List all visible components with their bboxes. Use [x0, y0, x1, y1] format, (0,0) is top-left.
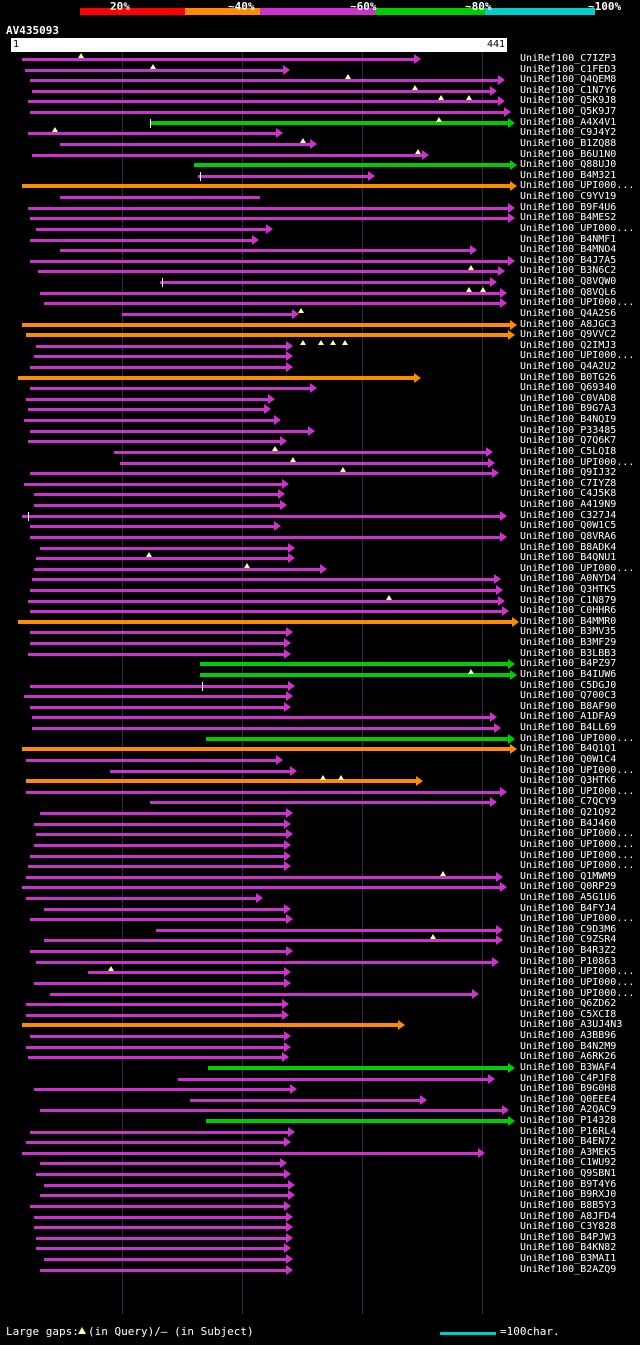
alignment-bar[interactable]: [26, 1014, 282, 1017]
gap-in-query-marker: [412, 85, 418, 90]
alignment-bar[interactable]: [40, 1109, 502, 1112]
alignment-bar[interactable]: [34, 844, 284, 847]
gap-in-query-marker: [466, 287, 472, 292]
gap-in-query-marker: [150, 64, 156, 69]
subject-id-label[interactable]: UniRef100_B8AF90: [520, 700, 617, 712]
subject-id-label[interactable]: UniRef100_C3Y828: [520, 1221, 617, 1233]
strand-arrow-icon: [286, 1265, 293, 1275]
subject-id-label[interactable]: UniRef100_UPI000...: [520, 838, 635, 850]
subject-id-label[interactable]: UniRef100_A6RK26: [520, 1051, 617, 1063]
alignment-bar[interactable]: [110, 770, 290, 773]
alignment-bar[interactable]: [150, 801, 490, 804]
identity-legend: [0, 0, 640, 22]
alignment-bar[interactable]: [28, 207, 508, 210]
subject-id-label[interactable]: UniRef100_Q2IMJ3: [520, 339, 617, 351]
gap-in-query-marker: [320, 775, 326, 780]
subject-id-label[interactable]: UniRef100_B4FYJ4: [520, 902, 617, 914]
alignment-bar[interactable]: [40, 292, 500, 295]
subject-id-label[interactable]: UniRef100_Q8VRA6: [520, 530, 617, 542]
subject-id-label[interactable]: UniRef100_A419N9: [520, 499, 617, 511]
subject-id-label[interactable]: UniRef100_B0TG26: [520, 371, 617, 383]
alignment-bar[interactable]: [26, 791, 500, 794]
subject-id-label[interactable]: UniRef100_A2QAC9: [520, 1104, 617, 1116]
alignment-bar[interactable]: [60, 143, 310, 146]
subject-id-label[interactable]: UniRef100_Q9SBN1: [520, 1168, 617, 1180]
subject-id-label[interactable]: UniRef100_B4IUW6: [520, 668, 617, 680]
subject-id-label[interactable]: UniRef100_B4NMF1: [520, 233, 617, 245]
legend-label-4: ~100%: [588, 0, 622, 13]
subject-id-label[interactable]: UniRef100_UPI000...: [520, 732, 635, 744]
alignment-bar[interactable]: [32, 578, 494, 581]
alignment-bar[interactable]: [30, 589, 496, 592]
subject-id-label[interactable]: UniRef100_B4KN82: [520, 1242, 617, 1254]
subject-id-label[interactable]: UniRef100_Q0W1C4: [520, 753, 617, 765]
alignment-bar[interactable]: [28, 600, 498, 603]
subject-id-label[interactable]: UniRef100_UPI000...: [520, 785, 635, 797]
gap-in-query-marker: [272, 446, 278, 451]
alignment-bar[interactable]: [30, 855, 284, 858]
subject-id-label[interactable]: UniRef100_P14328: [520, 1115, 617, 1126]
query-id-label: AV435093: [6, 24, 59, 37]
alignment-bar[interactable]: [26, 398, 268, 401]
alignment-bar[interactable]: [30, 1205, 284, 1208]
gap-in-query-marker: [342, 340, 348, 345]
alignment-bar[interactable]: [30, 950, 286, 953]
subject-id-label[interactable]: UniRef100_Q5K9J8: [520, 95, 617, 107]
gap-in-query-marker: [480, 287, 486, 292]
alignment-bar[interactable]: [22, 1152, 478, 1155]
subject-id-label[interactable]: UniRef100_B3LBB3: [520, 647, 617, 659]
subject-id-label[interactable]: UniRef100_Q6ZD62: [520, 998, 617, 1010]
gap-in-query-marker: [318, 340, 324, 345]
alignment-bar[interactable]: [26, 1003, 282, 1006]
gap-in-query-marker: [466, 95, 472, 100]
alignment-bar[interactable]: [44, 302, 500, 305]
alignment-bar[interactable]: [60, 249, 470, 252]
alignment-bar[interactable]: [18, 620, 512, 624]
gap-in-query-marker: [440, 871, 446, 876]
subject-id-label[interactable]: UniRef100_B8ADK4: [520, 541, 617, 553]
subject-id-label[interactable]: UniRef100_B2AZQ9: [520, 1263, 617, 1275]
gap-in-query-marker: [244, 563, 250, 568]
subject-id-label[interactable]: UniRef100_B4LL69: [520, 722, 617, 734]
subject-id-label[interactable]: UniRef100_B3WAF4: [520, 1061, 617, 1073]
subject-id-label[interactable]: UniRef100_Q0W1C5: [520, 520, 617, 532]
alignment-bar[interactable]: [34, 823, 284, 826]
subject-id-label[interactable]: UniRef100_B1ZQ88: [520, 137, 617, 149]
subject-id-label[interactable]: UniRef100_Q8VQL6: [520, 286, 617, 298]
alignment-bar[interactable]: [190, 1099, 420, 1102]
subject-id-label[interactable]: UniRef100_B9G7A3: [520, 403, 617, 415]
subject-id-label[interactable]: UniRef100_Q7Q6K7: [520, 435, 617, 447]
alignment-bar[interactable]: [208, 1066, 508, 1070]
legend-segment-0: [80, 8, 185, 15]
alignment-bar[interactable]: [36, 1237, 286, 1240]
subject-id-label[interactable]: UniRef100_B4J7A5: [520, 254, 617, 266]
gap-in-query-marker: [78, 53, 84, 58]
alignment-bar[interactable]: [26, 1046, 284, 1049]
gap-in-query-marker: [146, 552, 152, 557]
alignment-bar[interactable]: [30, 366, 286, 369]
legend-segment-4: [485, 8, 595, 15]
subject-id-label[interactable]: UniRef100_Q700C3: [520, 690, 617, 702]
subject-id-label[interactable]: UniRef100_B3N6C2: [520, 265, 617, 277]
gap-in-query-marker: [330, 340, 336, 345]
gap-in-query-marker: [290, 457, 296, 462]
subject-id-label[interactable]: UniRef100_B4Q1Q1: [520, 743, 617, 755]
gap-in-query-marker: [300, 340, 306, 345]
alignment-bar[interactable]: [50, 993, 472, 996]
subject-id-label[interactable]: UniRef100_A5G1U6: [520, 891, 617, 903]
subject-id-label[interactable]: UniRef100_B4PZ97: [520, 658, 617, 670]
alignment-bar[interactable]: [30, 706, 284, 709]
subject-id-label[interactable]: UniRef100_UPI000...: [520, 350, 635, 362]
gap-in-query-marker: [338, 775, 344, 780]
alignment-bar[interactable]: [18, 376, 414, 380]
subject-id-label[interactable]: UniRef100_UPI000...: [520, 976, 635, 988]
subject-id-label[interactable]: UniRef100_Q5K9J7: [520, 106, 617, 118]
subject-id-label[interactable]: UniRef100_B4MMR0: [520, 615, 617, 627]
subject-id-label[interactable]: UniRef100_B9F4U6: [520, 201, 617, 213]
subject-id-label[interactable]: UniRef100_C327J4: [520, 509, 617, 521]
subject-id-label[interactable]: UniRef100_A0NYD4: [520, 573, 617, 585]
subject-id-label[interactable]: UniRef100_Q0RP29: [520, 881, 617, 893]
subject-id-label[interactable]: UniRef100_C1FED3: [520, 63, 617, 75]
alignment-bar[interactable]: [40, 547, 288, 550]
alignment-bar[interactable]: [28, 865, 284, 868]
gap-in-query-marker: [438, 95, 444, 100]
subject-id-label[interactable]: UniRef100_B4EN72: [520, 1136, 617, 1148]
subject-id-label[interactable]: UniRef100_UPI000...: [520, 180, 635, 192]
subject-id-label[interactable]: UniRef100_B9T4Y6: [520, 1178, 617, 1190]
alignment-bar[interactable]: [30, 525, 274, 528]
alignment-bar[interactable]: [40, 1194, 288, 1197]
alignment-bar[interactable]: [30, 430, 308, 433]
gap-in-query-marker: [345, 74, 351, 79]
subject-id-label[interactable]: UniRef100_A3BB96: [520, 1030, 617, 1042]
alignment-bar[interactable]: [26, 779, 416, 783]
subject-id-label[interactable]: UniRef100_C1N879: [520, 594, 617, 606]
alignment-bar[interactable]: [120, 462, 488, 465]
alignment-bar[interactable]: [28, 1056, 282, 1059]
alignment-bar[interactable]: [30, 217, 508, 220]
subject-id-label[interactable]: UniRef100_B3MF29: [520, 637, 617, 649]
alignment-bar[interactable]: [22, 747, 510, 751]
subject-id-label[interactable]: UniRef100_C0VAD8: [520, 392, 617, 404]
subject-id-label[interactable]: UniRef100_UPI000...: [520, 456, 635, 468]
alignment-bar[interactable]: [30, 260, 508, 263]
subject-id-label[interactable]: UniRef100_Q3HTK6: [520, 775, 617, 787]
gap-in-query-marker: [300, 138, 306, 143]
footer-gap-label: Large gaps:: [6, 1325, 79, 1338]
alignment-bar[interactable]: [26, 759, 276, 762]
query-id-box: [6, 24, 634, 37]
subject-id-label[interactable]: UniRef100_A8JGC3: [520, 318, 617, 330]
alignment-bar[interactable]: [36, 228, 266, 231]
alignment-bar[interactable]: [34, 1088, 290, 1091]
subject-id-label[interactable]: UniRef100_Q8VQW0: [520, 276, 617, 288]
alignment-bar[interactable]: [28, 440, 280, 443]
alignment-bar[interactable]: [30, 1131, 288, 1134]
subject-id-label[interactable]: UniRef100_Q21Q92: [520, 807, 617, 819]
alignment-bar[interactable]: [178, 1078, 488, 1081]
alignment-bar[interactable]: [194, 163, 510, 167]
alignment-bar[interactable]: [34, 355, 286, 358]
alignment-rows-container: [0, 52, 640, 1314]
subject-id-label[interactable]: UniRef100_B4QNU1: [520, 552, 617, 564]
gap-in-query-marker: [430, 934, 436, 939]
subject-id-label[interactable]: UniRef100_B8B5Y3: [520, 1199, 617, 1211]
alignment-bar[interactable]: [24, 419, 274, 422]
alignment-bar[interactable]: [150, 121, 508, 125]
alignment-bar[interactable]: [22, 58, 414, 61]
alignment-bar[interactable]: [38, 270, 498, 273]
subject-id-label[interactable]: UniRef100_UPI000...: [520, 860, 635, 872]
alignment-bar[interactable]: [30, 239, 252, 242]
subject-id-label[interactable]: UniRef100_UPI000...: [520, 828, 635, 840]
subject-id-label[interactable]: UniRef100_C1WU92: [520, 1157, 617, 1169]
alignment-bar[interactable]: [30, 642, 284, 645]
subject-id-label[interactable]: UniRef100_Q9VVC2: [520, 329, 617, 341]
alignment-bar[interactable]: [26, 333, 508, 337]
gap-in-query-marker: [468, 265, 474, 270]
alignment-bar[interactable]: [28, 653, 284, 656]
subject-id-label[interactable]: UniRef100_UPI000...: [520, 764, 635, 776]
gap-in-query-marker: [415, 149, 421, 154]
alignment-row[interactable]: [0, 1263, 640, 1278]
subject-id-label[interactable]: UniRef100_C4PJF8: [520, 1072, 617, 1084]
subject-id-label[interactable]: UniRef100_P33485: [520, 424, 617, 436]
subject-id-label[interactable]: UniRef100_UPI000...: [520, 222, 635, 234]
scale-bar-icon: [440, 1332, 496, 1335]
subject-id-label[interactable]: UniRef100_A1DFA9: [520, 711, 617, 723]
alignment-bar[interactable]: [200, 662, 508, 666]
alignment-bar[interactable]: [36, 1173, 284, 1176]
subject-id-label[interactable]: UniRef100_B3MV35: [520, 626, 617, 638]
alignment-bar[interactable]: [26, 876, 496, 879]
gap-in-query-marker: [468, 669, 474, 674]
alignment-bar[interactable]: [34, 493, 278, 496]
subject-id-label[interactable]: UniRef100_A8JFD4: [520, 1210, 617, 1222]
alignment-bar[interactable]: [30, 387, 310, 390]
subject-id-label[interactable]: UniRef100_Q4QEM8: [520, 74, 617, 86]
alignment-bar[interactable]: [22, 323, 510, 327]
alignment-bar[interactable]: [30, 631, 286, 634]
alignment-bar[interactable]: [36, 345, 286, 348]
gap-in-query-marker: [386, 595, 392, 600]
subject-id-label[interactable]: UniRef100_C1N7Y6: [520, 84, 617, 96]
ruler-end-label: 441: [486, 39, 505, 50]
alignment-bar[interactable]: [24, 695, 286, 698]
alignment-bar[interactable]: [34, 1226, 286, 1229]
subject-id-label[interactable]: UniRef100_P10863: [520, 955, 617, 967]
alignment-bar[interactable]: [34, 504, 280, 507]
gap-in-query-marker: [436, 117, 442, 122]
alignment-bar[interactable]: [34, 982, 284, 985]
alignment-bar[interactable]: [30, 536, 500, 539]
subject-id-label[interactable]: UniRef100_B4R3Z2: [520, 945, 617, 957]
gap-in-query-marker: [52, 127, 58, 132]
footer-scale-label: =100char.: [500, 1325, 560, 1338]
alignment-bar[interactable]: [30, 1035, 284, 1038]
alignment-bar[interactable]: [28, 100, 498, 103]
alignment-bar[interactable]: [114, 451, 486, 454]
alignment-bar[interactable]: [60, 196, 260, 199]
alignment-bar[interactable]: [198, 175, 368, 178]
subject-id-label[interactable]: UniRef100_B6U1N0: [520, 148, 617, 160]
alignment-bar[interactable]: [40, 1162, 280, 1165]
subject-id-label[interactable]: UniRef100_Q4A2S6: [520, 307, 617, 319]
alignment-bar[interactable]: [156, 929, 496, 932]
alignment-bar[interactable]: [34, 1216, 286, 1219]
alignment-bar[interactable]: [22, 886, 500, 889]
subject-id-label[interactable]: UniRef100_C5DGJ0: [520, 679, 617, 691]
alignment-bar[interactable]: [28, 408, 264, 411]
alignment-bar[interactable]: [44, 939, 496, 942]
subject-id-label[interactable]: UniRef100_C5LQI8: [520, 445, 617, 457]
subject-id-label[interactable]: UniRef100_B9RXJ0: [520, 1189, 617, 1201]
alignment-bar[interactable]: [30, 79, 498, 82]
subject-id-label[interactable]: UniRef100_B4NQI9: [520, 414, 617, 426]
alignment-bar[interactable]: [206, 1119, 508, 1123]
alignment-bar[interactable]: [30, 610, 502, 613]
alignment-bar[interactable]: [88, 971, 284, 974]
subject-id-label[interactable]: UniRef100_Q88UJ0: [520, 159, 617, 171]
subject-id-label[interactable]: UniRef100_UPI000...: [520, 562, 635, 574]
subject-id-label[interactable]: UniRef100_A4X4V1: [520, 116, 617, 128]
alignment-bar[interactable]: [30, 472, 492, 475]
legend-label-1: ~40%: [228, 0, 255, 13]
alignment-bar[interactable]: [122, 313, 292, 316]
alignment-bar[interactable]: [40, 1269, 286, 1272]
alignment-bar[interactable]: [32, 727, 494, 730]
subject-id-label[interactable]: UniRef100_C9YV19: [520, 191, 617, 203]
alignment-bar[interactable]: [22, 184, 510, 188]
subject-id-label[interactable]: UniRef100_C7IZP3: [520, 53, 617, 64]
subject-id-label[interactable]: UniRef100_P16RL4: [520, 1125, 617, 1137]
alignment-bar[interactable]: [30, 111, 504, 114]
subject-id-label[interactable]: UniRef100_B9G0H8: [520, 1083, 617, 1095]
alignment-bar[interactable]: [32, 154, 422, 157]
alignment-bar[interactable]: [22, 515, 500, 518]
legend-label-0: 20%: [110, 0, 130, 13]
subject-id-label[interactable]: UniRef100_A3MEK5: [520, 1146, 617, 1158]
subject-id-label[interactable]: UniRef100_A3UJ4N3: [520, 1019, 623, 1031]
legend-label-3: ~80%: [465, 0, 492, 13]
subject-id-label[interactable]: UniRef100_B4N2M9: [520, 1040, 617, 1052]
subject-id-label[interactable]: UniRef100_C9J4Y2: [520, 127, 617, 139]
legend-label-2: ~60%: [350, 0, 377, 13]
subject-id-label[interactable]: UniRef100_UPI000...: [520, 913, 635, 925]
alignment-bar[interactable]: [160, 281, 490, 284]
alignment-bar[interactable]: [44, 908, 284, 911]
subject-id-label[interactable]: UniRef100_B3MAI1: [520, 1253, 617, 1265]
alignment-bar[interactable]: [28, 132, 276, 135]
alignment-bar[interactable]: [200, 673, 510, 677]
subject-id-label[interactable]: UniRef100_B4M321: [520, 169, 617, 181]
alignment-bar[interactable]: [44, 1258, 286, 1261]
ruler-tick-1: [507, 38, 508, 52]
subject-id-label[interactable]: UniRef100_Q4A2U2: [520, 360, 617, 372]
subject-id-label[interactable]: UniRef100_Q3HTK5: [520, 584, 617, 595]
alignment-bar[interactable]: [34, 568, 320, 571]
subject-id-label[interactable]: UniRef100_C4J5K8: [520, 488, 617, 500]
gap-in-query-icon: [78, 1327, 86, 1334]
ruler-start-label: 1: [13, 39, 20, 50]
alignment-bar[interactable]: [26, 897, 256, 900]
subject-id-label[interactable]: UniRef100_Q1MWM9: [520, 870, 617, 882]
subject-id-label[interactable]: UniRef100_B4MNO4: [520, 244, 617, 256]
gap-in-query-marker: [340, 467, 346, 472]
alignment-bar[interactable]: [32, 716, 490, 719]
alignment-bar[interactable]: [206, 737, 508, 741]
alignment-bar[interactable]: [25, 69, 283, 72]
alignment-bar[interactable]: [40, 812, 286, 815]
subject-id-label[interactable]: UniRef100_UPI000...: [520, 987, 635, 999]
alignment-bar[interactable]: [32, 90, 490, 93]
footer-gap-label-2: (in Query)/– (in Subject): [88, 1325, 254, 1338]
subject-id-label[interactable]: UniRef100_UPI000...: [520, 297, 635, 309]
alignment-bar[interactable]: [22, 1023, 398, 1027]
alignment-bar[interactable]: [26, 1141, 284, 1144]
alignment-bar[interactable]: [30, 918, 286, 921]
alignment-bar[interactable]: [36, 833, 286, 836]
subject-id-label[interactable]: UniRef100_UPI000...: [520, 966, 635, 978]
footer-legend: [0, 1322, 640, 1345]
alignment-bar[interactable]: [36, 1247, 284, 1250]
subject-id-label[interactable]: UniRef100_B4J460: [520, 817, 617, 829]
subject-id-label[interactable]: UniRef100_C7IYZ8: [520, 477, 617, 489]
subject-id-label[interactable]: UniRef100_C0HHR6: [520, 605, 617, 617]
alignment-bar[interactable]: [44, 1184, 288, 1187]
alignment-bar[interactable]: [24, 483, 282, 486]
subject-id-label[interactable]: UniRef100_C7QCY9: [520, 796, 617, 808]
subject-id-label[interactable]: UniRef100_B4MES2: [520, 212, 617, 224]
subject-id-label[interactable]: UniRef100_Q0EEE4: [520, 1093, 617, 1105]
subject-id-label[interactable]: UniRef100_Q9IJ32: [520, 467, 617, 479]
subject-id-label[interactable]: UniRef100_C9ZSR4: [520, 934, 617, 946]
alignment-bar[interactable]: [36, 557, 288, 560]
subject-id-label[interactable]: UniRef100_B4PJW3: [520, 1231, 617, 1243]
position-ruler: [10, 38, 508, 52]
alignment-bar[interactable]: [30, 685, 288, 688]
subject-id-label[interactable]: UniRef100_C5XCI8: [520, 1008, 617, 1020]
alignment-bar[interactable]: [36, 961, 492, 964]
ruler-tick-0: [10, 38, 11, 52]
subject-id-label[interactable]: UniRef100_C9D3M6: [520, 923, 617, 935]
subject-id-label[interactable]: UniRef100_UPI000...: [520, 849, 635, 861]
gap-in-query-marker: [108, 966, 114, 971]
subject-id-label[interactable]: UniRef100_Q69340: [520, 382, 617, 394]
